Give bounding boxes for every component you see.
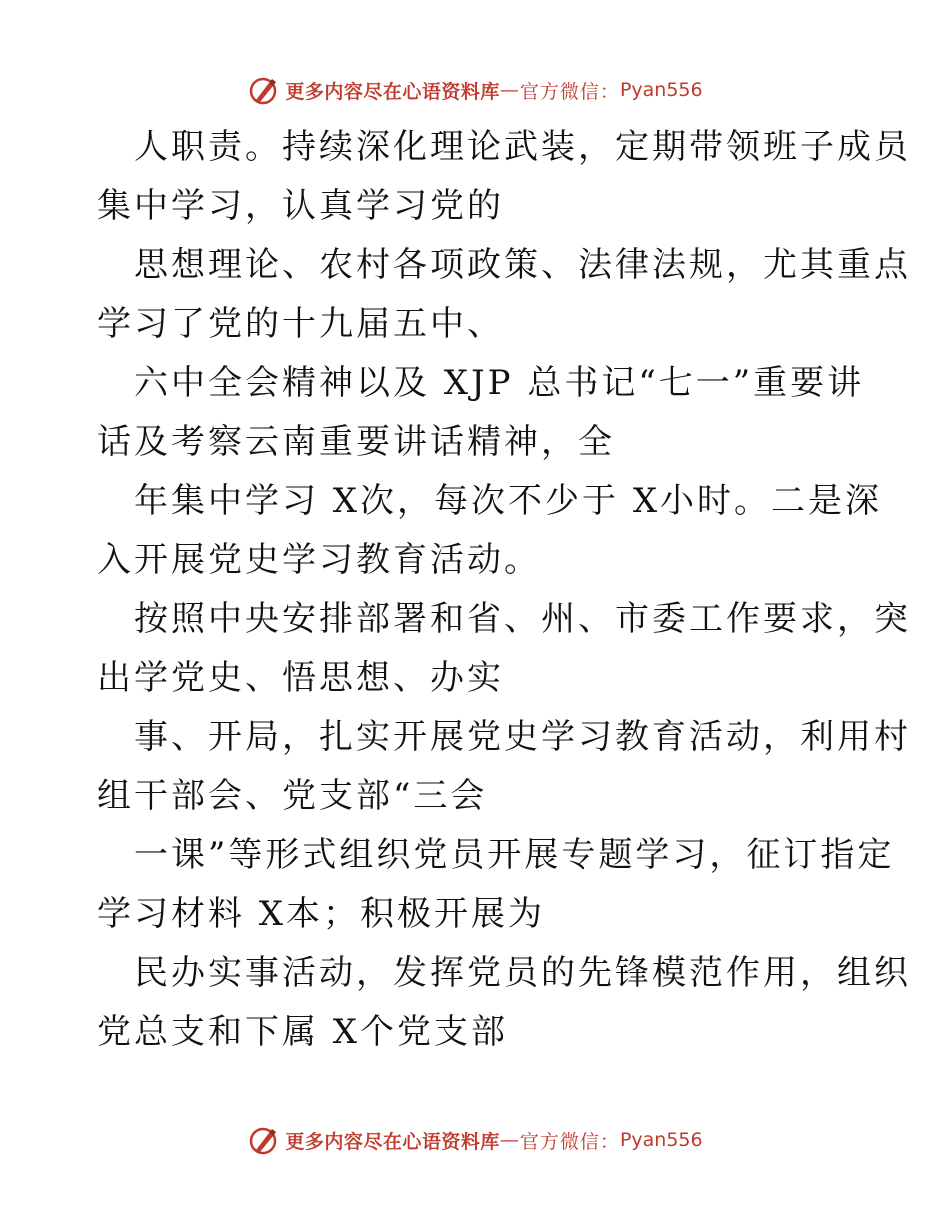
text-line: 民办实事活动，发挥党员的先锋模范作用，组织 <box>134 953 911 993</box>
text-line: 一课”等形式组织党员开展专题学习，征订指定 <box>134 835 895 875</box>
text-line: 按照中央安排部署和省、州、市委工作要求，突 <box>134 599 911 639</box>
text-line: 思想理论、农村各项政策、法律法规，尤其重点 <box>134 245 911 285</box>
text-line: 党总支和下属 X个党支部 <box>97 1012 509 1052</box>
text-line: 年集中学习 X次，每次不少于 X小时。二是深 <box>134 481 883 521</box>
text-line: 话及考察云南重要讲话精神，全 <box>97 422 615 462</box>
footer-banner <box>0 1120 950 1160</box>
banner-separator: — <box>499 1129 520 1151</box>
header-banner <box>0 70 950 110</box>
text-line: 事、开局，扎实开展党史学习教育活动，利用村 <box>134 717 911 757</box>
banner-separator: — <box>499 79 520 101</box>
text-line: 入开展党史学习教育活动。 <box>97 540 541 580</box>
banner-wechat-id: Pyan556 <box>619 79 703 101</box>
banner-wechat-label: 官方微信： <box>519 1130 620 1153</box>
banner-main-text: 更多内容尽在心语资料库 <box>285 80 500 103</box>
text-line: 学习材料 X本；积极开展为 <box>97 894 546 934</box>
text-line: 组干部会、党支部“三会 <box>97 776 488 816</box>
banner-main-text: 更多内容尽在心语资料库 <box>285 1130 500 1153</box>
text-line: 集中学习，认真学习党的 <box>97 186 504 226</box>
text-line: 出学党史、悟思想、办实 <box>97 658 504 698</box>
text-line: 学习了党的十九届五中、 <box>97 304 504 344</box>
pen-logo-icon <box>247 74 279 106</box>
document-body <box>97 118 911 1062</box>
banner-wechat-label: 官方微信： <box>519 80 620 103</box>
pen-logo-icon <box>247 1124 279 1156</box>
banner-wechat-id: Pyan556 <box>619 1129 703 1151</box>
text-line: 六中全会精神以及 XJP 总书记“七一”重要讲 <box>134 363 865 403</box>
text-line: 人职责。持续深化理论武装，定期带领班子成员 <box>134 127 911 167</box>
